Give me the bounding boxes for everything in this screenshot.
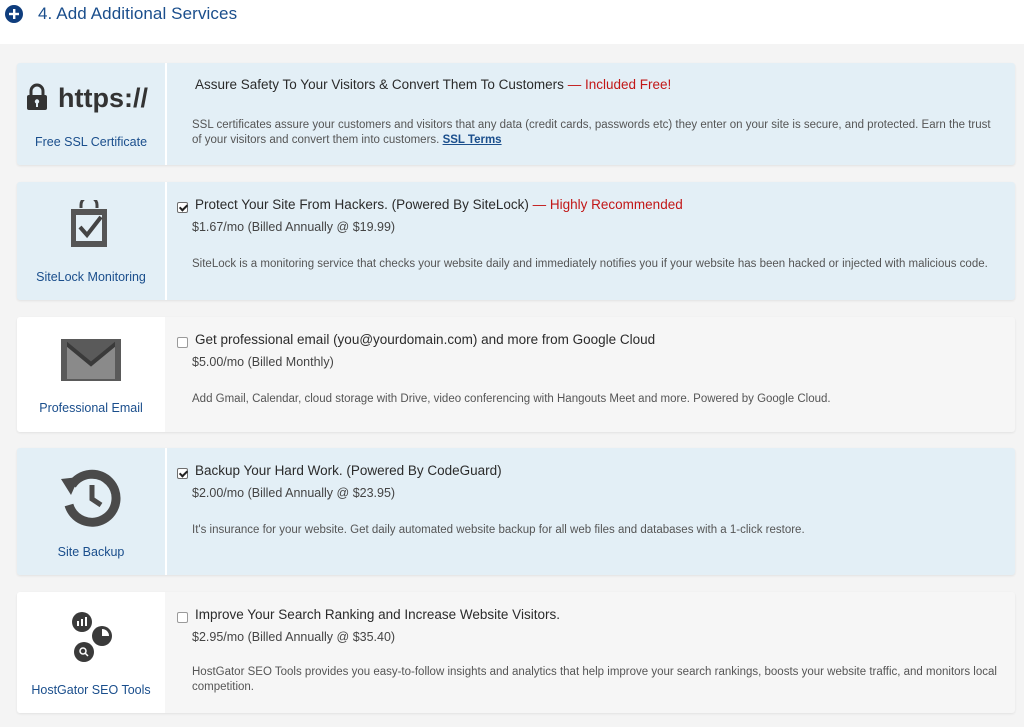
service-side-ssl [17,63,167,165]
ssl-terms-link[interactable]: SSL Terms [442,134,502,146]
expand-plus-icon[interactable] [5,5,23,23]
service-card-sitelock [17,182,1015,300]
service-card-ssl [17,63,1015,165]
service-card-backup [17,448,1015,575]
service-description [192,118,1002,148]
section-title[interactable]: 4. Add Additional Services [38,4,238,23]
service-price: $5.00/mo (Billed Monthly) [192,355,334,369]
service-card-seo [17,592,1015,713]
service-name: HostGator SEO Tools [31,683,151,697]
service-name: Professional Email [39,401,143,415]
service-description-text: SSL certificates assure your customers and visitors that any data (credit cards, passwords etc) they enter on your site is secure, and protected. Earn the trust of your visitors and convert them into customers. [192,119,991,146]
sitelock-checkbox[interactable] [177,202,188,213]
seo-analytics-icon [69,612,115,669]
history-clock-icon [59,465,123,534]
service-description: SiteLock is a monitoring service that checks your website daily and immediately notifies you if your website has been hacked or injected with malicious code. [192,258,988,270]
service-title [195,77,671,92]
service-title: Get professional email (you@yourdomain.com) and more from Google Cloud [195,332,656,347]
service-title: Improve Your Search Ranking and Increase Website Visitors. [195,607,560,622]
service-name: SiteLock Monitoring [36,270,146,284]
service-title-text: Protect Your Site From Hackers. (Powered By SiteLock) [195,197,529,212]
service-title-text: Assure Safety To Your Visitors & Convert Them To Customers [195,77,564,92]
service-card-email [17,317,1015,432]
service-price: $2.00/mo (Billed Annually @ $23.95) [192,486,396,500]
backup-checkbox[interactable] [177,468,188,479]
service-description: HostGator SEO Tools provides you easy-to-follow insights and analytics that help improve your search rankings, boosts your website traffic, and monitors local competition. [192,666,997,693]
service-description: Add Gmail, Calendar, cloud storage with Drive, video conferencing with Hangouts Meet and more. Powered by Google Cloud. [192,393,831,405]
service-side-sitelock [17,182,167,300]
seo-checkbox[interactable] [177,612,188,623]
service-description: It's insurance for your website. Get daily automated website backup for all web files and databases with a 1-click restore. [192,524,805,536]
service-price: $2.95/mo (Billed Annually @ $35.40) [192,630,396,644]
service-name: Free SSL Certificate [34,135,148,149]
section-header [0,0,1024,44]
email-checkbox[interactable] [177,337,188,348]
service-side-seo [17,592,165,713]
service-accent: — Highly Recommended [532,197,683,212]
shield-check-icon [69,200,109,255]
service-accent: — Included Free! [567,77,672,92]
service-name: Site Backup [57,545,125,559]
service-side-email [17,317,165,432]
service-side-backup [17,448,167,575]
service-title: Backup Your Hard Work. (Powered By CodeGuard) [195,463,502,478]
padlock-icon [26,83,48,116]
service-price: $1.67/mo (Billed Annually @ $19.99) [192,220,396,234]
service-title [195,197,683,212]
mail-envelope-icon [61,339,121,386]
https-logo-text: https:// [58,83,148,113]
